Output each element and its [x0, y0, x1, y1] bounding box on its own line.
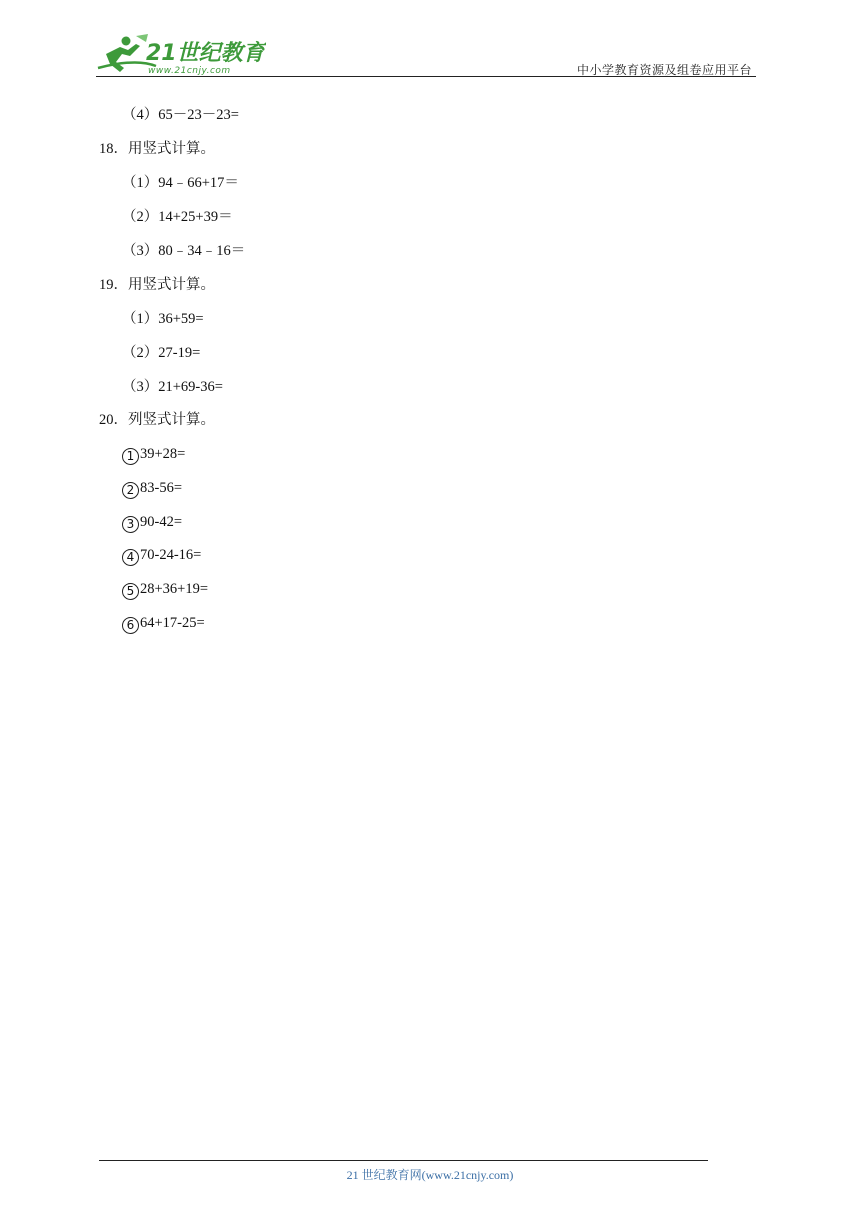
- circled-number: 3: [122, 516, 139, 533]
- q18-item-1: （1）94﹣66+17＝: [122, 175, 239, 191]
- q20-expr: 64+17-25=: [140, 615, 205, 631]
- header-platform-text: 中小学教育资源及组卷应用平台: [576, 63, 752, 77]
- q20-item-6: [122, 614, 205, 634]
- svg-text:www.21cnjy.com: www.21cnjy.com: [148, 66, 231, 76]
- logo-21cnjy: [96, 32, 266, 76]
- q20-expr: 28+36+19=: [140, 581, 209, 597]
- q20-expr: 39+28=: [140, 446, 186, 462]
- q20-item-1: [122, 445, 185, 465]
- q20-item-4: [122, 546, 201, 566]
- q18-item-3: （3）80﹣34﹣16＝: [122, 243, 246, 259]
- circled-number: 2: [122, 482, 139, 499]
- circled-number: 6: [122, 617, 139, 634]
- q20-title: 20．列竖式计算。: [99, 412, 215, 428]
- footer-source-text: 21 世纪教育网(www.21cnjy.com): [346, 1168, 514, 1182]
- q20-item-2: [122, 479, 182, 499]
- circled-number: 4: [122, 549, 139, 566]
- q20-expr: 70-24-16=: [140, 547, 202, 563]
- q18-title: 18．用竖式计算。: [99, 141, 215, 157]
- q19-item-1: （1）36+59=: [122, 311, 204, 327]
- q20-item-5: [122, 580, 208, 600]
- footer-divider: [99, 1160, 708, 1161]
- q20-expr: 83-56=: [140, 480, 183, 496]
- circled-number: 1: [122, 448, 139, 465]
- q17-item-4: （4）65－23－23=: [122, 107, 239, 123]
- q18-item-2: （2）14+25+39＝: [122, 209, 233, 225]
- page-header: [96, 30, 756, 78]
- q19-item-2: （2）27-19=: [122, 345, 201, 361]
- svg-text:21世纪教育: 21世纪教育: [146, 41, 265, 66]
- q20-item-3: [122, 513, 182, 533]
- header-divider: [96, 76, 756, 77]
- circled-number: 5: [122, 583, 139, 600]
- q19-title: 19．用竖式计算。: [99, 277, 215, 293]
- q19-item-3: （3）21+69-36=: [122, 379, 223, 395]
- q20-expr: 90-42=: [140, 514, 183, 530]
